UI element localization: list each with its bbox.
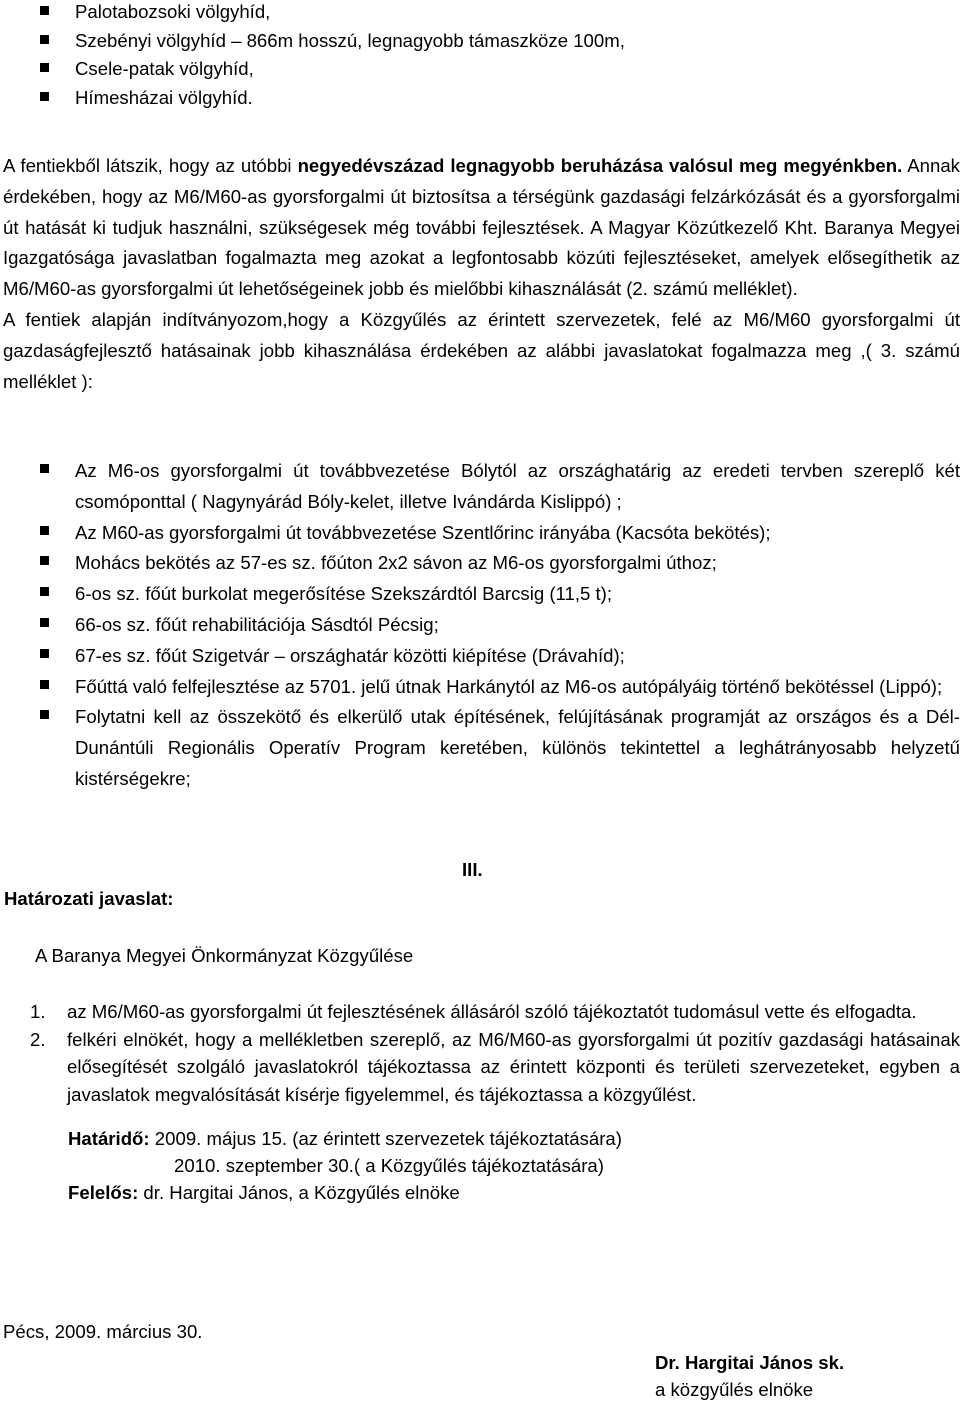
- square-bullet-icon: [40, 649, 49, 658]
- list-item: Szebényi völgyhíd – 866m hosszú, legnagyobb támaszköze 100m,: [40, 27, 625, 56]
- square-bullet-icon: [40, 556, 49, 565]
- place-date: Pécs, 2009. március 30.: [3, 1321, 203, 1342]
- square-bullet-icon: [40, 92, 49, 101]
- list-item: Palotabozsoki völgyhíd,: [40, 0, 625, 27]
- square-bullet-icon: [40, 618, 49, 627]
- square-bullet-icon: [40, 587, 49, 596]
- list-item: 2. felkéri elnökét, hogy a mellékletben szereplő, az M6/M60-as gyorsforgalmi út pozitív gazdasági hatásainak elősegítését szolgáló javaslatokról tájékoztassa az érintett központi és területi szervezeteket, egyben a javaslatok megvalósítását kísérje figyelemmel, és tájékoztassa a közgyűlést.: [0, 1026, 960, 1109]
- proposal-list: [40, 456, 960, 795]
- item-number: 2.: [30, 1028, 46, 1050]
- item-number: 1.: [30, 1001, 46, 1022]
- section-number: III.: [462, 859, 483, 880]
- signer-name: Dr. Hargitai János sk.: [655, 1352, 845, 1373]
- signer-title: a közgyűlés elnöke: [655, 1379, 814, 1400]
- list-item: Mohács bekötés az 57-es sz. főúton 2x2 sávon az M6-os gyorsforgalmi úthoz;: [40, 548, 960, 579]
- list-item: Hímesházai völgyhíd.: [40, 84, 625, 113]
- intro-paragraph: A fentiekből látszik, hogy az utóbbi negyedévszázad legnagyobb beruházása valósul meg megyénkben. Annak érdekében, hogy az M6/M60-as gyorsforgalmi út biztosítsa a térségünk gazdasági felzárkózását és a gyorsforgalmi út hatását ki tudjuk használni, szükségesek még további fejlesztések. A Magyar Közútkezelő Kht. Baranya Megyei Igazgatósága javaslatban fogalmazta meg azokat a legfontosabb közúti fejlesztéseket, amelyek elősegíthetik az M6/M60-as gyorsforgalmi út lehetőségeinek jobb és mielőbbi kihasználását (2. számú melléklet).: [3, 155, 960, 300]
- list-item: Főúttá való felfejlesztése az 5701. jelű útnak Harkánytól az M6-os autópályáig történő bekötéssel (Lippó);: [40, 672, 960, 703]
- resolution-title: Határozati javaslat:: [4, 888, 174, 909]
- list-item: 1. az M6/M60-as gyorsforgalmi út fejlesztésének állásáról szóló tájékoztatót tudomásul vette és elfogadta.: [0, 998, 960, 1026]
- list-item: Az M60-as gyorsforgalmi út továbbvezetése Szentlőrinc irányába (Kacsóta bekötés);: [40, 518, 960, 549]
- list-item: 6-os sz. főút burkolat megerősítése Szekszárdtól Barcsig (11,5 t);: [40, 579, 960, 610]
- deadline-label: Határidő:: [68, 1128, 150, 1149]
- intro-section: [3, 151, 960, 397]
- square-bullet-icon: [40, 680, 49, 689]
- proposal-paragraph: A fentiek alapján indítványozom,hogy a Közgyűlés az érintett szervezetek, felé az M6/M60 gyorsforgalmi út gazdaságfejlesztő hatásainak jobb kihasználása érdekében az alábbi javaslatokat fogalmazza meg ,( 3. számú melléklet ):: [3, 308, 960, 392]
- intro-bold-text: negyedévszázad legnagyobb beruházása valósul meg megyénkben.: [297, 155, 903, 176]
- square-bullet-icon: [40, 464, 49, 473]
- list-item: Folytatni kell az összekötő és elkerülő utak építésének, felújításának programját az országos és a Dél-Dunántúli Regionális Operatív Program keretében, különös tekintettel a leghátrányosabb helyzetű kistérségekre;: [40, 702, 960, 794]
- bridge-list: [40, 0, 625, 112]
- list-item: 66-os sz. főút rehabilitációja Sásdtól Pécsig;: [40, 610, 960, 641]
- square-bullet-icon: [40, 710, 49, 719]
- square-bullet-icon: [40, 35, 49, 44]
- list-item: Csele-patak völgyhíd,: [40, 55, 625, 84]
- responsible-label: Felelős:: [68, 1182, 139, 1203]
- list-item: Az M6-os gyorsforgalmi út továbbvezetése Bólytól az országhatárig az eredeti tervben szereplő két csomóponttal ( Nagynyárád Bóly-kelet, illetve Ivándárda Kislippó) ;: [40, 456, 960, 518]
- assembly-heading: A Baranya Megyei Önkormányzat Közgyűlése: [35, 945, 414, 966]
- square-bullet-icon: [40, 526, 49, 535]
- resolution-list: [0, 998, 960, 1108]
- square-bullet-icon: [40, 6, 49, 15]
- list-item: 67-es sz. főút Szigetvár – országhatár közötti kiépítése (Drávahíd);: [40, 641, 960, 672]
- signature-block: [655, 1349, 844, 1403]
- square-bullet-icon: [40, 63, 49, 72]
- deadline-block: Határidő: 2009. május 15. (az érintett szervezetek tájékoztatására) 2010. szeptember 30.( a Közgyűlés tájékoztatására) Felelős: dr. Hargitai János, a Közgyűlés elnöke: [68, 1128, 622, 1203]
